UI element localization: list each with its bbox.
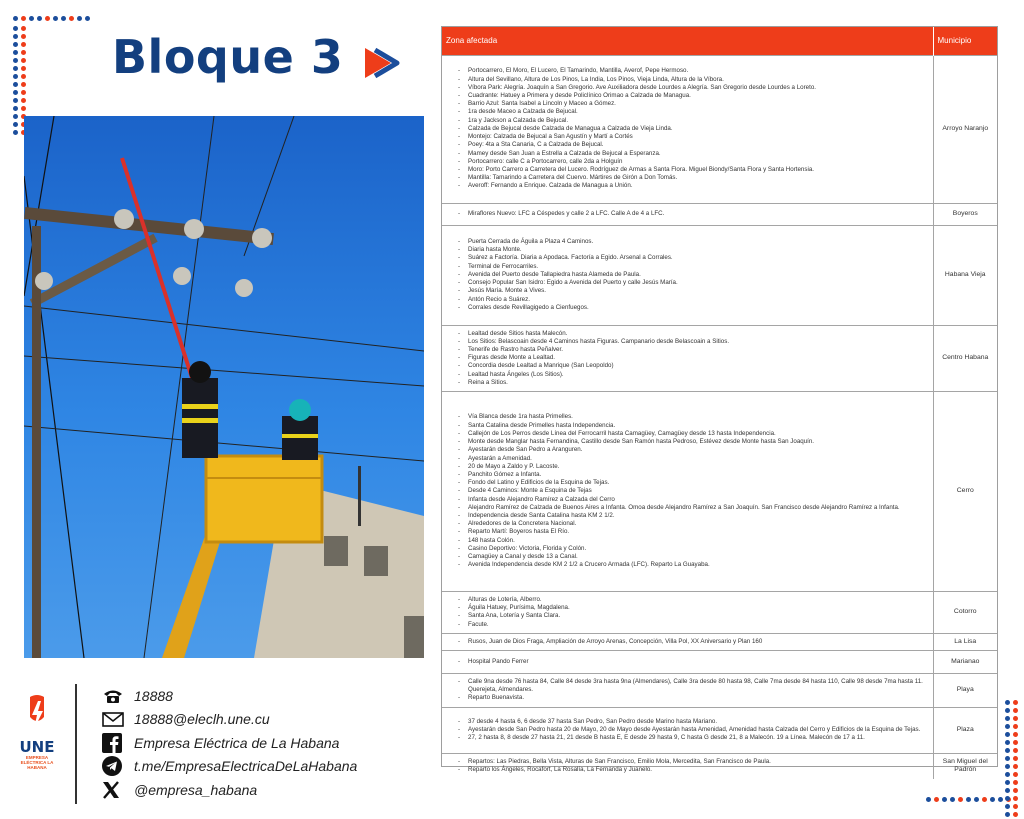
decor-dot xyxy=(926,797,931,802)
decor-dot xyxy=(13,66,18,71)
decor-dot xyxy=(1013,796,1018,801)
page-title: Bloque 3 xyxy=(112,30,344,84)
contact-email xyxy=(102,708,357,732)
decor-dots-right-column xyxy=(1005,700,1018,817)
zone-item: - Ayestarán desde San Pedro hasta 20 de Mayo, 20 de Mayo desde Ayestarán hasta Amenidad, Amenidad hasta Calzada del Cerro y Edificios de la Esquina de Tejas. xyxy=(446,726,929,734)
municipality-cell: Cerro xyxy=(933,391,997,591)
decor-dot xyxy=(37,16,42,21)
decor-dot xyxy=(1013,804,1018,809)
zone-cell xyxy=(442,391,933,591)
decor-dot xyxy=(974,797,979,802)
municipality-cell: Plaza xyxy=(933,707,997,753)
decor-dot xyxy=(61,16,66,21)
une-logo xyxy=(14,695,60,770)
decor-dot xyxy=(1013,812,1018,817)
decor-dot xyxy=(13,90,18,95)
zone-item: - Desde 4 Caminos: Monte a Esquina de Tejas xyxy=(446,487,929,495)
zone-item: - Suárez a Factoría. Diaria a Apodaca. Factoría a Egido. Arsenal a Corrales. xyxy=(446,254,929,262)
municipality-cell: Centro Habana xyxy=(933,325,997,391)
zone-item: - 37 desde 4 hasta 6, 6 desde 37 hasta San Pedro, San Pedro desde Marino hasta Mariano. xyxy=(446,718,929,726)
zone-item: - Camagüey a Canal y desde 13 a Canal. xyxy=(446,553,929,561)
zone-item: - Antón Recio a Suárez. xyxy=(446,296,929,304)
decor-dot xyxy=(942,797,947,802)
zone-item: - Figuras desde Monte a Lealtad. xyxy=(446,354,929,362)
zone-item: - Avenida del Puerto desde Tallapiedra hasta Alameda de Paula. xyxy=(446,271,929,279)
decor-dot xyxy=(45,16,50,21)
decor-dot xyxy=(13,82,18,87)
decor-dot xyxy=(13,58,18,63)
decor-dot xyxy=(21,16,26,21)
decor-dot xyxy=(998,797,1003,802)
header-zone: Zona afectada xyxy=(442,27,933,55)
zone-item: - Diaria hasta Monte. xyxy=(446,246,929,254)
zone-item: - Reparto los Ángeles, Rocafort, La Rosalía, La Fernanda y Juanelo. xyxy=(446,766,929,774)
decor-dot xyxy=(1013,740,1018,745)
telegram-icon xyxy=(102,756,126,776)
zone-item: - Callejón de Los Perros desde Línea del Ferrocarril hasta Camagüey, Camagüey desde 13 hasta Independencia. xyxy=(446,430,929,438)
zone-item: - 148 hasta Colón. xyxy=(446,537,929,545)
contact-telegram xyxy=(102,755,357,779)
decor-dot xyxy=(1005,772,1010,777)
municipality-cell: Cotorro xyxy=(933,591,997,633)
decor-dot xyxy=(13,74,18,79)
decor-dot xyxy=(13,16,18,21)
zone-item: - Víbora Park: Alegría. Joaquín a San Gregorio. Ave Auxiliadora desde Lourdes a Alegría. San Gregorio desde Lourdes a Loreto. xyxy=(446,84,929,92)
zone-item: - Moro: Porto Carrero a Carretera del Lucero. Rodríguez de Armas a Santa Flora. Miguel Biondy/Santa Flora y Santa Hortensia. xyxy=(446,166,929,174)
zone-item: - Fondo del Latino y Edificios de la Esquina de Tejas. xyxy=(446,479,929,487)
zone-item: - Poey: 4ta a Sta Canaria, C a Calzada de Bejucal. xyxy=(446,141,929,149)
decor-dot xyxy=(1005,796,1010,801)
zone-item: - Santa Ana, Lotería y Santa Clara. xyxy=(446,612,929,620)
decor-dot xyxy=(13,34,18,39)
zone-item: - Santa Catalina desde Primelles hasta Independencia. xyxy=(446,422,929,430)
decor-dot xyxy=(1013,756,1018,761)
decor-dot xyxy=(1005,740,1010,745)
decor-dot xyxy=(934,797,939,802)
decor-dot xyxy=(21,98,26,103)
zone-cell xyxy=(442,633,933,650)
municipality-cell: La Lisa xyxy=(933,633,997,650)
decor-dot xyxy=(13,50,18,55)
zone-item: - Monte desde Manglar hasta Fernandina, Castillo desde San Ramón hasta Pedroso, Estévez desde Monte hasta San Joaquín. xyxy=(446,438,929,446)
decor-dot xyxy=(21,106,26,111)
zone-item: - Reparto Buenavista. xyxy=(446,694,929,702)
zone-item: - 20 de Mayo a Zaldo y P. Lacoste. xyxy=(446,463,929,471)
photo-illustration xyxy=(24,116,424,658)
zone-cell xyxy=(442,707,933,753)
decor-dot xyxy=(1005,700,1010,705)
decor-dot xyxy=(1005,748,1010,753)
zone-cell xyxy=(442,325,933,391)
municipality-cell: Arroyo Naranjo xyxy=(933,55,997,203)
table-row xyxy=(442,707,997,753)
x-icon xyxy=(102,780,126,800)
zone-item: - Montejo: Calzada de Bejucal a San Agustín y Martí a Cortés xyxy=(446,133,929,141)
zone-item: - Reparto Martí: Boyeros hasta El Río. xyxy=(446,528,929,536)
decor-dot xyxy=(21,42,26,47)
table-row xyxy=(442,673,997,707)
zone-item: - Infanta desde Alejandro Ramírez a Calzada del Cerro xyxy=(446,496,929,504)
zone-cell xyxy=(442,55,933,203)
zone-cell xyxy=(442,650,933,673)
logo-subtitle: EMPRESA ELÉCTRICA LA HABANA xyxy=(20,755,54,770)
photo-linemen-on-bucket-truck xyxy=(24,116,424,658)
zone-item: - Facute. xyxy=(446,621,929,629)
decor-dot xyxy=(21,82,26,87)
header-municipality: Municipio xyxy=(933,27,997,55)
decor-dot xyxy=(53,16,58,21)
decor-dot xyxy=(966,797,971,802)
zone-cell xyxy=(442,591,933,633)
zone-item: - Altura del Sevillano, Altura de Los Pinos, La India, Los Pinos, Vieja Linda, Altura de la Víbora. xyxy=(446,76,929,84)
zone-item: - Alrededores de la Concretera Nacional. xyxy=(446,520,929,528)
decor-dot xyxy=(1005,788,1010,793)
une-logo-icon xyxy=(22,695,52,735)
decor-dot xyxy=(1005,764,1010,769)
zone-cell xyxy=(442,753,933,779)
table-row xyxy=(442,650,997,673)
decor-dot xyxy=(13,130,18,135)
zone-item: - Averoff: Fernando a Enrique. Calzada de Managua a Unión. xyxy=(446,182,929,190)
decor-dot xyxy=(1005,724,1010,729)
decor-dot xyxy=(1013,780,1018,785)
zone-item: - Hospital Pando Ferrer xyxy=(446,658,929,666)
zone-item: - 27, 2 hasta 8, 8 desde 27 hasta 21, 21 desde B hasta E, E desde 29 hasta 9, C hasta G desde 21, 8 a Malecón. 19 a Línea. Malecón de 17 a 11. xyxy=(446,734,929,742)
decor-dot xyxy=(1005,732,1010,737)
zone-item: - 1ra y Jackson a Calzada de Bejucal. xyxy=(446,117,929,125)
decor-dots-bottom-right xyxy=(926,797,1011,802)
decor-dot xyxy=(29,16,34,21)
divider-line xyxy=(75,684,77,804)
decor-dot xyxy=(950,797,955,802)
zone-item: - Panchito Gómez a Infanta. xyxy=(446,471,929,479)
table-body xyxy=(442,55,997,779)
decor-dot xyxy=(1005,804,1010,809)
decor-dots-top-left xyxy=(13,16,90,21)
play-arrow-icon xyxy=(363,46,401,80)
table-row xyxy=(442,753,997,779)
contact-phone xyxy=(102,684,357,708)
decor-dot xyxy=(1013,700,1018,705)
decor-dot xyxy=(1005,812,1010,817)
decor-dot xyxy=(1013,764,1018,769)
decor-dot xyxy=(13,98,18,103)
table-row xyxy=(442,55,997,203)
zone-item: - Consejo Popular San Isidro: Egido a Avenida del Puerto y calle Jesús María. xyxy=(446,279,929,287)
table-row xyxy=(442,203,997,225)
municipality-cell: Boyeros xyxy=(933,203,997,225)
decor-dot xyxy=(21,74,26,79)
zone-item: - Tenerife de Rastro hasta Peñalver. xyxy=(446,346,929,354)
zone-item: - Independencia desde Santa Catalina hasta KM 2 1/2. xyxy=(446,512,929,520)
decor-dot xyxy=(85,16,90,21)
decor-dot xyxy=(1013,732,1018,737)
zone-item: - Mantilla: Tamarindo a Carretera del Cuervo. Mártires de Girón a Don Tomás. xyxy=(446,174,929,182)
contact-facebook xyxy=(102,731,357,755)
zone-item: - Águila Hatuey, Purísima, Magdalena. xyxy=(446,604,929,612)
phone-number[interactable]: 18888 xyxy=(134,687,173,704)
decor-dot xyxy=(1005,716,1010,721)
decor-dot xyxy=(1013,788,1018,793)
facebook-icon xyxy=(102,733,126,753)
decor-dot xyxy=(990,797,995,802)
decor-dot xyxy=(13,114,18,119)
decor-dot xyxy=(13,122,18,127)
zone-item: - Barrio Azul: Santa Isabel a Lincoln y Maceo a Gómez. xyxy=(446,100,929,108)
zone-item: - Cuadrante: Hatuey a Primera y desde Policlínico Orimao a Calzada de Managua. xyxy=(446,92,929,100)
decor-dot xyxy=(21,90,26,95)
zone-item: - Lealtad desde Sitios hasta Malecón. xyxy=(446,330,929,338)
logo-text: UNE xyxy=(19,738,55,756)
zone-item: - Portocarrero: calle C a Portocarrero, calle 2da a Holguín xyxy=(446,158,929,166)
decor-dot xyxy=(21,66,26,71)
zone-item: - Alejandro Ramírez de Calzada de Buenos Aires a Infanta. Omoa desde Alejandro Ramírez a San Joaquín. San Francisco desde Alejandro Ramírez a Infanta. xyxy=(446,504,929,512)
decor-dot xyxy=(77,16,82,21)
decor-dot xyxy=(21,58,26,63)
outage-table xyxy=(441,26,998,774)
municipality-cell: San Miguel del Padrón xyxy=(933,753,997,779)
decor-dot xyxy=(1013,772,1018,777)
decor-dot xyxy=(1013,748,1018,753)
table-row xyxy=(442,591,997,633)
table-row xyxy=(442,325,997,391)
table-header-row xyxy=(442,27,997,55)
zone-item: - Corrales desde Revillagigedo a Cienfuegos. xyxy=(446,304,929,312)
zone-item: - Reina a Sitios. xyxy=(446,379,929,387)
municipality-cell: Marianao xyxy=(933,650,997,673)
telegram-link[interactable]: t.me/EmpresaElectricaDeLaHabana xyxy=(134,758,358,775)
decor-dot xyxy=(958,797,963,802)
zone-item: - Ayestarán a Amenidad. xyxy=(446,455,929,463)
contact-x xyxy=(102,778,357,802)
zone-item: - Repartos: Las Piedras, Bella Vista, Alturas de San Francisco, Emilio Mola, Mercedita, San Francisco de Paula. xyxy=(446,758,929,766)
zone-cell xyxy=(442,203,933,225)
decor-dot xyxy=(1013,724,1018,729)
zone-item: - Calle 9na desde 76 hasta 84, Calle 84 desde 3ra hasta 9na (Almendares), Calle 3ra desde 80 hasta 98, Calle 7ma desde 84 hasta 110, Calle 98 desde 7ma hasta 11. Querejeta, Almendares. xyxy=(446,678,929,694)
zone-item: - Mamey desde San Juan a Estrella a Calzada de Bejucal a Esperanza. xyxy=(446,150,929,158)
decor-dot xyxy=(1005,708,1010,713)
zone-item: - Rusos, Juan de Dios Fraga, Ampliación de Arroyo Arenas, Concepción, Villa Pol, XX Aniversario y Plan 160 xyxy=(446,638,929,646)
decor-dot xyxy=(69,16,74,21)
zone-item: - Los Sitios: Belascoain desde 4 Caminos hasta Figuras. Campanario desde Belascoain a Sitios. xyxy=(446,338,929,346)
zone-item: - Vía Blanca desde 1ra hasta Primelles. xyxy=(446,413,929,421)
zone-cell xyxy=(442,225,933,325)
decor-dot xyxy=(982,797,987,802)
decor-dot xyxy=(21,50,26,55)
zone-item: - Terminal de Ferrocarriles. xyxy=(446,263,929,271)
zone-item: - Jesús María. Monte a Vives. xyxy=(446,287,929,295)
decor-dot xyxy=(1005,780,1010,785)
zone-item: - Lealtad hasta Ángeles (Los Sitios). xyxy=(446,371,929,379)
zone-item: - Miraflores Nuevo: LFC a Céspedes y calle 2 a LFC. Calle A de 4 a LFC. xyxy=(446,210,929,218)
contact-list xyxy=(102,684,357,802)
decor-dot xyxy=(13,26,18,31)
phone-icon xyxy=(102,686,126,706)
outage-table-grid xyxy=(442,27,997,779)
zone-item: - Concordia desde Lealtad a Manrique (San Leopoldo) xyxy=(446,362,929,370)
zone-item: - Ayestarán desde San Pedro a Aranguren. xyxy=(446,446,929,454)
decor-dot xyxy=(21,26,26,31)
municipality-cell: Playa xyxy=(933,673,997,707)
municipality-cell: Habana Vieja xyxy=(933,225,997,325)
table-row xyxy=(442,633,997,650)
decor-dot xyxy=(1013,716,1018,721)
email-address[interactable]: 18888@eleclh.une.cu xyxy=(134,711,270,728)
decor-dot xyxy=(13,42,18,47)
x-handle[interactable]: @empresa_habana xyxy=(134,781,258,798)
table-row xyxy=(442,391,997,591)
zone-cell xyxy=(442,673,933,707)
decor-dot xyxy=(1005,756,1010,761)
decor-dot xyxy=(1013,708,1018,713)
zone-item: - Alturas de Lotería, Alberro. xyxy=(446,596,929,604)
zone-item: - Casino Deportivo: Victoria, Florida y Colón. xyxy=(446,545,929,553)
decor-dot xyxy=(21,34,26,39)
zone-item: - Portocarrero, El Moro, El Lucero, El Tamarindo, Mantilla, Averof, Pepe Hermoso. xyxy=(446,67,929,75)
decor-dot xyxy=(13,106,18,111)
zone-item: - Calzada de Bejucal desde Calzada de Managua a Calzada de Vieja Linda. xyxy=(446,125,929,133)
table-row xyxy=(442,225,997,325)
facebook-page-name[interactable]: Empresa Eléctrica de La Habana xyxy=(134,734,340,751)
zone-item: - Puerta Cerrada de Águila a Plaza 4 Caminos. xyxy=(446,238,929,246)
zone-item: - 1ra desde Maceo a Calzada de Bejucal. xyxy=(446,108,929,116)
mail-icon xyxy=(102,709,126,729)
zone-item: - Avenida Independencia desde KM 2 1/2 a Crucero Armada (LFC). Reparto La Guayaba. xyxy=(446,561,929,569)
